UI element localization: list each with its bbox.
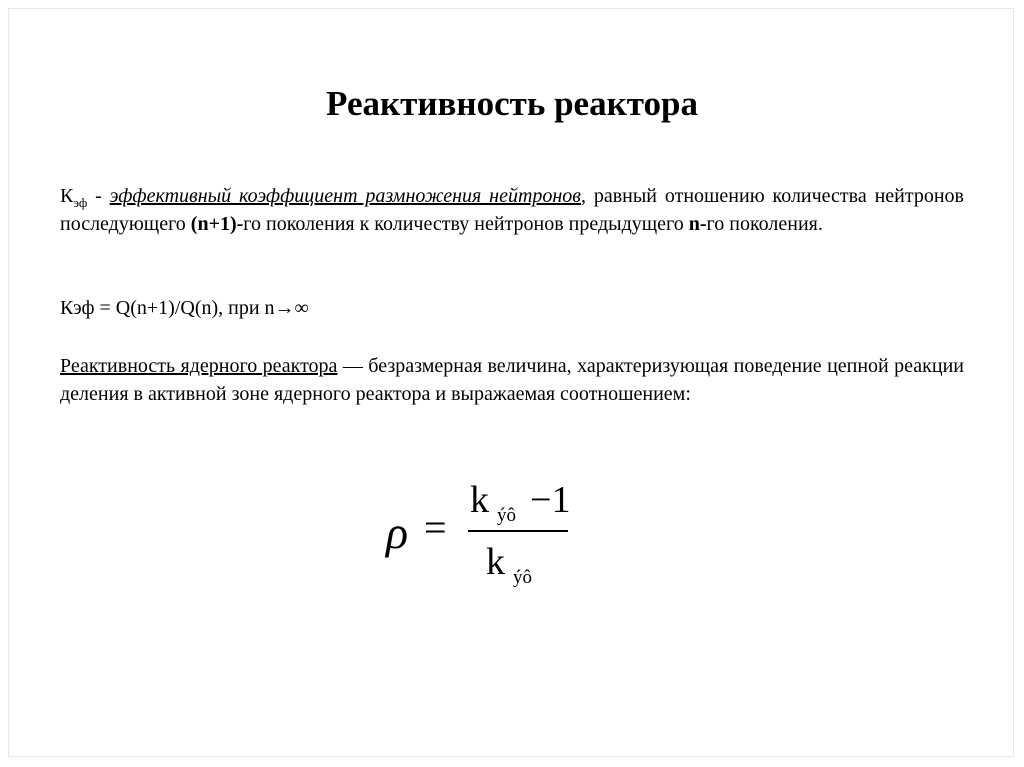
paragraph-reactivity-definition — [60, 352, 964, 408]
bold-generation-next: (n+1)- — [190, 213, 244, 235]
reactivity-formula — [386, 476, 606, 596]
slide-title: Реактивность реактора — [326, 84, 698, 123]
reactivity-term-link[interactable]: Реактивность ядерного реактора — [60, 355, 338, 377]
keff-term-link[interactable]: эффективный коэффициент размножения нейтронов — [109, 185, 581, 207]
numerator-k: k — [470, 479, 489, 521]
denominator-k: k — [486, 541, 505, 583]
paragraph-keff-formula: Кэф = Q(n+1)/Q(n), при n→∞ — [60, 297, 309, 319]
separator-dash: - — [87, 185, 110, 207]
paragraph-text: — безразмерная величина, характеризующая поведение цепной реакции деления в активной зоне ядерного реактора и выражаемая соотношением: — [60, 355, 965, 405]
minus-sign: − — [530, 479, 552, 521]
formula-denominator — [486, 540, 532, 588]
paragraph-keff-definition — [60, 182, 964, 238]
keff-symbol: К — [60, 185, 74, 207]
formula-numerator — [470, 478, 571, 526]
bold-generation-prev: n- — [688, 213, 707, 235]
paragraph-text: го поколения. — [706, 213, 823, 235]
paragraph-text: , равный отношению количества нейтронов последующего — [60, 185, 964, 235]
equals-sign: = — [424, 505, 447, 550]
denominator-subscript: ýô — [513, 567, 532, 588]
rho-symbol: ρ — [386, 507, 409, 558]
fraction-bar — [468, 530, 568, 532]
numerator-one: 1 — [551, 479, 571, 521]
paragraph-text: го поколения к количеству нейтронов предыдущего — [243, 213, 689, 235]
numerator-subscript: ýô — [497, 505, 516, 526]
keff-subscript: эф — [73, 195, 88, 210]
